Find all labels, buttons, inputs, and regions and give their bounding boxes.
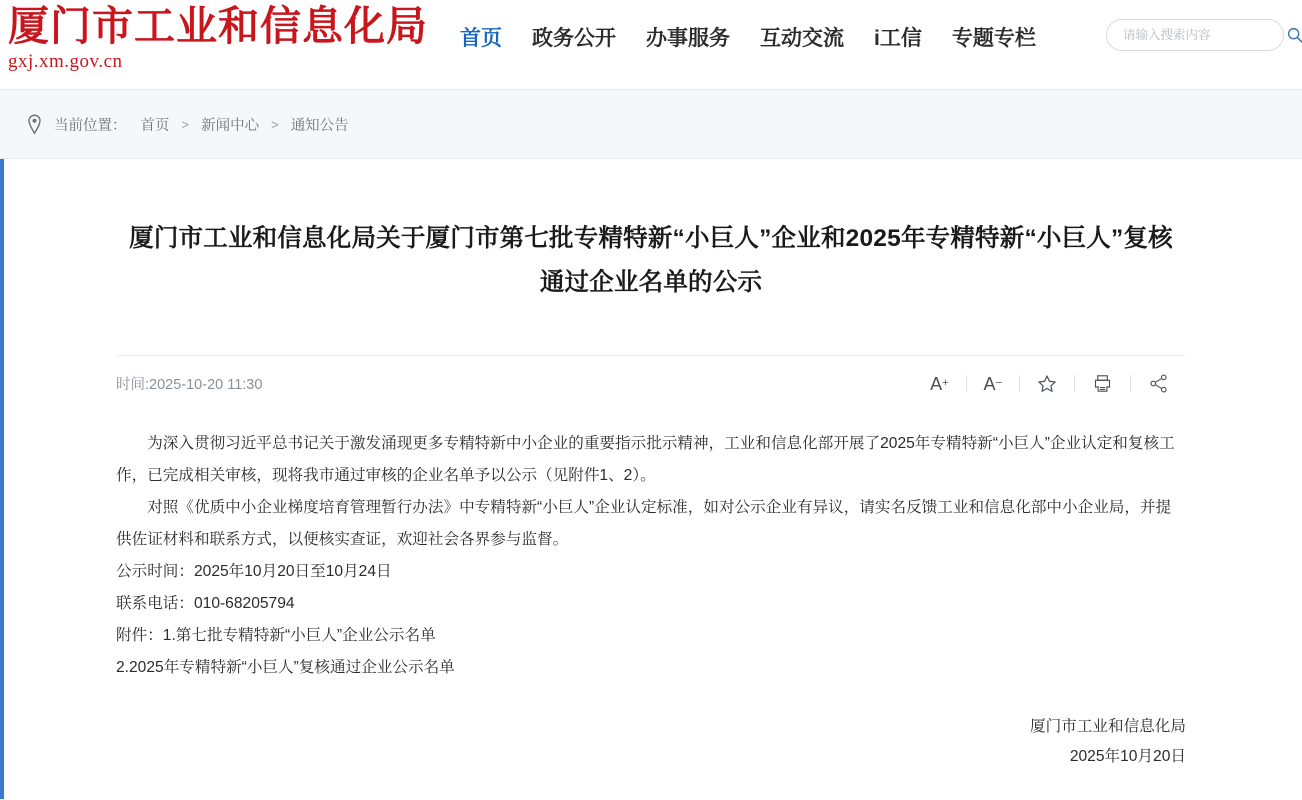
nav-item-igongxin[interactable]: i工信 <box>874 27 922 50</box>
signature-org: 厦门市工业和信息化局 <box>1030 718 1186 735</box>
site-logo-title: 厦门市工业和信息化局 <box>8 3 428 49</box>
article-signature <box>116 712 1186 772</box>
site-logo[interactable] <box>8 2 458 73</box>
article-line-attachment-2: 2.2025年专精特新“小巨人”复核通过企业公示名单 <box>116 659 455 676</box>
font-decrease-button[interactable]: A − <box>983 373 1002 394</box>
favorite-star-icon[interactable] <box>1020 374 1074 394</box>
location-pin-icon <box>26 114 43 135</box>
article-paragraph: 为深入贯彻习近平总书记关于激发涌现更多专精特新中小企业的重要指示批示精神，工业和信息化部开展了2025年专精特新“小巨人”企业认定和复核工作，已完成相关审核，现将我市通过审核的企业名单予以公示（见附件1、2）。 <box>116 435 1175 484</box>
article-paragraph: 对照《优质中小企业梯度培育管理暂行办法》中专精特新“小巨人”企业认定标准，如对公示企业有异议，请实名反馈工业和信息化部中小企业局，并提供佐证材料和联系方式，以便核实查证，欢迎社会各界参与监督。 <box>116 499 1172 548</box>
breadcrumb-separator: > <box>271 116 279 132</box>
breadcrumb-label: 当前位置： <box>54 117 127 134</box>
print-icon[interactable] <box>1075 373 1130 394</box>
breadcrumb-separator: > <box>181 116 190 132</box>
font-increase-button[interactable]: A + <box>930 373 949 394</box>
breadcrumb-item-news-center[interactable]: 新闻中心 <box>201 117 260 134</box>
article-line-attachment-1: 附件：1.第七批专精特新“小巨人”企业公示名单 <box>116 627 436 644</box>
article-tools <box>913 373 1186 394</box>
nav-item-special-columns[interactable]: 专题专栏 <box>951 27 1036 50</box>
page-title: 厦门市工业和信息化局关于厦门市第七批专精特新“小巨人”企业和2025年专精特新“小巨人”复核 通过企业名单的公示 <box>129 225 1173 296</box>
publish-time: 时间:2025-10-20 11:30 <box>116 377 263 393</box>
nav-item-services[interactable]: 办事服务 <box>646 27 730 50</box>
breadcrumb-item-notices[interactable]: 通知公告 <box>290 117 349 134</box>
search-icon[interactable] <box>1286 26 1302 44</box>
article-line-publicity-period: 公示时间：2025年10月20日至10月24日 <box>116 563 392 580</box>
content-area <box>0 159 1302 799</box>
site-header <box>0 0 1302 90</box>
breadcrumb <box>0 90 1302 159</box>
nav-item-home[interactable]: 首页 <box>460 27 502 50</box>
nav-item-government-disclosure[interactable]: 政务公开 <box>532 27 616 50</box>
article <box>116 159 1186 772</box>
nav-item-interaction[interactable]: 互动交流 <box>760 27 844 50</box>
search-input[interactable] <box>1121 27 1286 43</box>
share-icon[interactable] <box>1131 373 1186 394</box>
article-body <box>116 428 1186 684</box>
left-accent-rail <box>0 159 4 799</box>
article-line-contact-phone: 联系电话：010-68205794 <box>116 595 295 612</box>
main-nav <box>460 22 1036 52</box>
breadcrumb-item-home[interactable]: 首页 <box>140 117 170 134</box>
article-meta-row <box>116 355 1186 394</box>
search-box[interactable] <box>1106 19 1284 51</box>
signature-date: 2025年10月20日 <box>1069 748 1186 765</box>
site-logo-url: gxj.xm.gov.cn <box>8 51 123 72</box>
